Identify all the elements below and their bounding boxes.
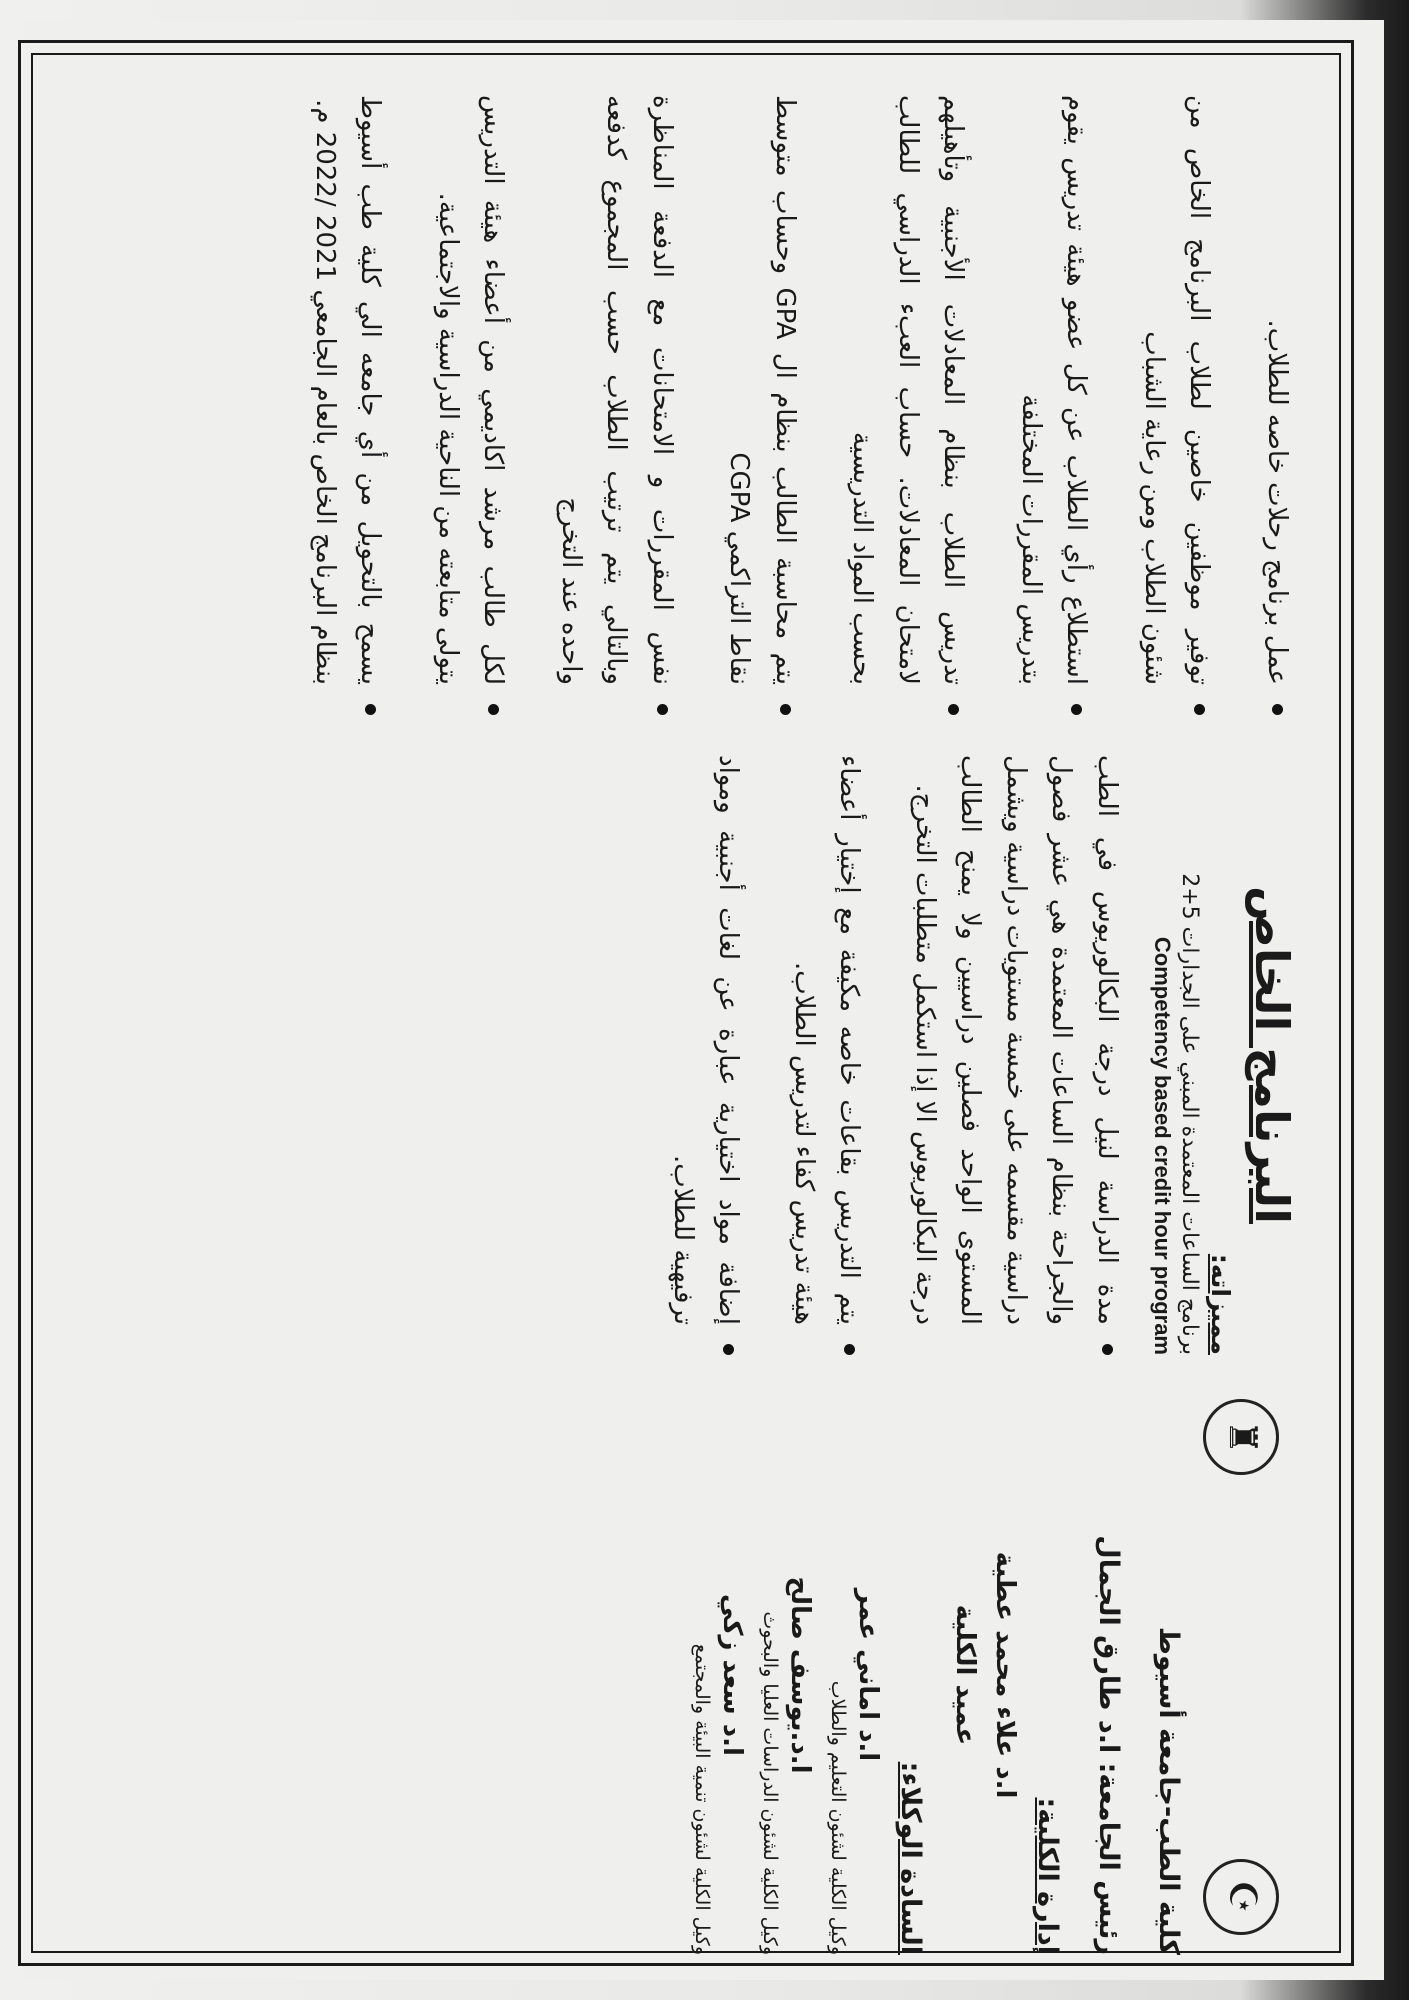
administration-column bbox=[73, 1395, 1299, 1955]
faculty-logo-icon: ☪ bbox=[1203, 1859, 1279, 1935]
list-item-text: إضافة مواد اختيارية عبارة عن لغات أجنبية ومواد ترفيهية للطلاب. bbox=[668, 755, 744, 1325]
list-item bbox=[1131, 95, 1222, 685]
program-title: البرنامج الخاص bbox=[1245, 886, 1299, 1224]
list-item bbox=[1008, 95, 1099, 685]
vice-dean-name: ا.د اماني عمر bbox=[853, 1588, 884, 1762]
bullet-icon bbox=[489, 704, 500, 715]
bullet-icon bbox=[1272, 704, 1283, 715]
program-features-list bbox=[660, 755, 1130, 1355]
list-item-text: مدة الدراسة لنيل درجة البكالوريوس في الطب والجراحة بنظام الساعات المعتمدة هي عشر فصول دراسية مقسمه على خمسة مستويات دراسية ويشمل المستوى الواحد فصلين دراسيين ولا يمنح الطالب درجة البكالوريوس الا إذا استكمل متطلبات التخرج. bbox=[910, 755, 1122, 1325]
bullet-icon bbox=[366, 704, 377, 715]
list-item-text: لكل طالب مرشد اكاديمي من أعضاء هيئة التدريس يتولى متابعته من الناحية الدراسية والاجتماعية. bbox=[433, 95, 509, 685]
list-item bbox=[425, 95, 516, 685]
features-title: مميزاته: bbox=[1206, 1253, 1235, 1355]
list-item bbox=[660, 755, 751, 1325]
dean-role: عميد الكلية bbox=[950, 1604, 981, 1746]
list-item-text: يتم التدريس بقاعات خاصه مكيفة مع إختيار أعضاء هيئة تدريس كفاء لتدريس الطلاب. bbox=[789, 755, 865, 1325]
features-subtitle: برنامج الساعات المعتمدة المبني على الجدارات 5+2 bbox=[1177, 873, 1202, 1355]
list-item bbox=[839, 95, 976, 685]
list-item bbox=[781, 755, 872, 1325]
university-logo-icon: ♜ bbox=[1203, 1399, 1279, 1475]
list-item-text: تدريس الطلاب بنظام المعادلات الأجنبية وتأهيلهم لامتحان المعادلات. حساب العبء الدراسي للطالب بحسب المواد التدريسية bbox=[847, 95, 969, 685]
bullet-icon bbox=[1195, 704, 1206, 715]
list-item-text: عمل برنامج رحلات خاصه للطلاب. bbox=[1262, 319, 1292, 685]
bullet-icon bbox=[845, 1344, 856, 1355]
list-item bbox=[902, 755, 1130, 1325]
list-item-text: توفير موظفين خاصين لطلاب البرنامج الخاص من شئون الطلاب ومن رعاية الشباب bbox=[1139, 95, 1215, 685]
features-english: Competency based credit hour program bbox=[1150, 936, 1175, 1355]
list-item-text: استطلاع رأي الطلاب عن كل عضو هيئة تدريس يقوم بتدريس المقررات المختلفة bbox=[1016, 95, 1092, 685]
bullet-icon bbox=[1102, 1344, 1113, 1355]
administration-title: إدارة الكلية: bbox=[1032, 1797, 1064, 1955]
benefits-list bbox=[302, 95, 1300, 715]
outer-border bbox=[18, 40, 1354, 1966]
dean-name: ا.د علاء محمد عطية bbox=[990, 1551, 1021, 1799]
flyer-page bbox=[24, 20, 1384, 1980]
bullet-icon bbox=[1072, 704, 1083, 715]
vice-deans-title: السادة الوكلاء: bbox=[895, 1761, 927, 1955]
list-item bbox=[302, 95, 393, 685]
faculty-name: كلية الطب-جامعة أسيوط bbox=[1153, 1626, 1184, 1955]
benefits-column bbox=[73, 95, 1299, 715]
bullet-icon bbox=[780, 704, 791, 715]
inner-border bbox=[31, 53, 1341, 1953]
bullet-icon bbox=[949, 704, 960, 715]
list-item bbox=[548, 95, 685, 685]
vice-dean-role: وكيل الكلية لشئون التعليم والطلاب bbox=[827, 1680, 850, 1955]
bullet-icon bbox=[724, 1344, 735, 1355]
bullet-icon bbox=[657, 704, 668, 715]
vice-dean-name: ا.د.يوسف صالح bbox=[785, 1576, 816, 1774]
list-item bbox=[1254, 95, 1300, 685]
list-item-text: يسمح بالتحويل من أي جامعه الي كلية طب أسيوط بنظام البرنامج الخاص بالعام الجامعي 2021 /2022 م. bbox=[310, 95, 386, 685]
list-item-text: نفس المقررات و الامتحانات مع الدفعة المناظرة وبالتالي يتم ترتيب الطلاب حسب المجموع كدفعه واحده عند التخرج bbox=[556, 95, 677, 685]
vice-dean-role: وكيل الكلية لشئون الدراسات العليا والبحوث bbox=[759, 1611, 782, 1955]
university-president: رئيس الجامعة: ا.د طارق الجمال bbox=[1093, 1535, 1125, 1955]
program-column bbox=[73, 755, 1299, 1355]
vice-dean-name: ا.د سعد زكي bbox=[717, 1594, 748, 1756]
vice-dean-role: وكيل الكلية لشئون تنمية البيئة والمجتمع bbox=[691, 1643, 714, 1955]
list-item bbox=[716, 95, 807, 685]
list-item-text: يتم محاسبة الطالب بنظام ال GPA وحساب متوسط نقاط التراكمي CGPA bbox=[724, 95, 800, 685]
